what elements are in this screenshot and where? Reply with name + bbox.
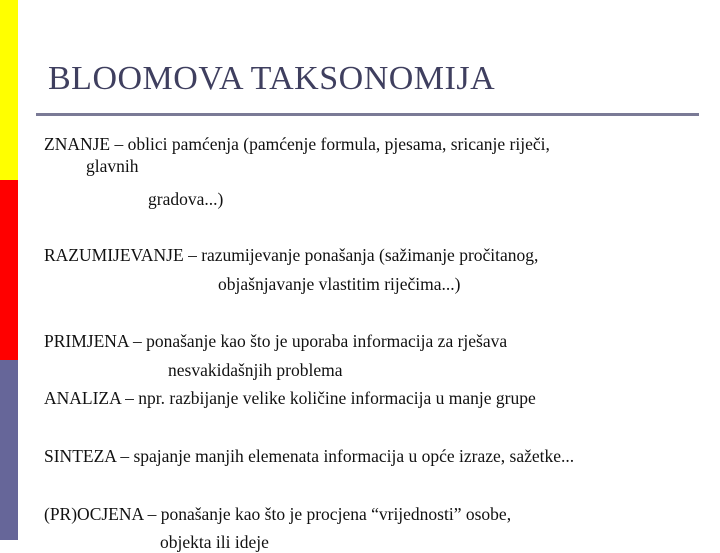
accent-stripe-red [0, 180, 18, 360]
item-term: RAZUMIJEVANJE [44, 245, 184, 265]
item-term: (PR)OCJENA [44, 504, 144, 524]
slide-title: BLOOMOVA TAKSONOMIJA [48, 60, 496, 97]
accent-stripe-purple [0, 360, 18, 540]
item-procjena-line-2: objekta ili ideje [160, 532, 269, 552]
item-term: ZNANJE [44, 134, 111, 154]
item-znanje-line-3: gradova...) [148, 189, 224, 209]
item-term: PRIMJENA [44, 331, 129, 351]
item-text: – spajanje manjih elemenata informacija u opće izraze, sažetke... [115, 446, 575, 466]
item-procjena-line-1 [44, 503, 511, 525]
item-znanje-line-2: glavnih [86, 156, 139, 176]
item-sinteza-line-1 [44, 445, 574, 467]
item-razumijevanje-line-1 [44, 244, 538, 266]
item-primjena-line-1 [44, 330, 507, 352]
item-text: – ponašanje kao što je procjena “vrijednosti” osobe, [143, 504, 512, 524]
item-text: – npr. razbijanje velike količine informacija u manje grupe [120, 388, 536, 408]
item-text: – ponašanje kao što je uporaba informacija za rješava [128, 331, 508, 351]
item-term: ANALIZA [44, 388, 121, 408]
item-znanje-line-1 [44, 133, 550, 155]
item-text: – razumijevanje ponašanja (sažimanje pročitanog, [183, 245, 539, 265]
item-razumijevanje-line-2: objašnjavanje vlastitim riječima...) [218, 274, 461, 294]
item-term: SINTEZA [44, 446, 116, 466]
accent-stripe-yellow [0, 0, 18, 180]
item-text: – oblici pamćenja (pamćenje formula, pjesama, sricanje riječi, [110, 134, 550, 154]
item-primjena-line-2: nesvakidašnjih problema [168, 360, 343, 380]
title-underline [36, 113, 699, 116]
item-analiza-line-1 [44, 387, 536, 409]
